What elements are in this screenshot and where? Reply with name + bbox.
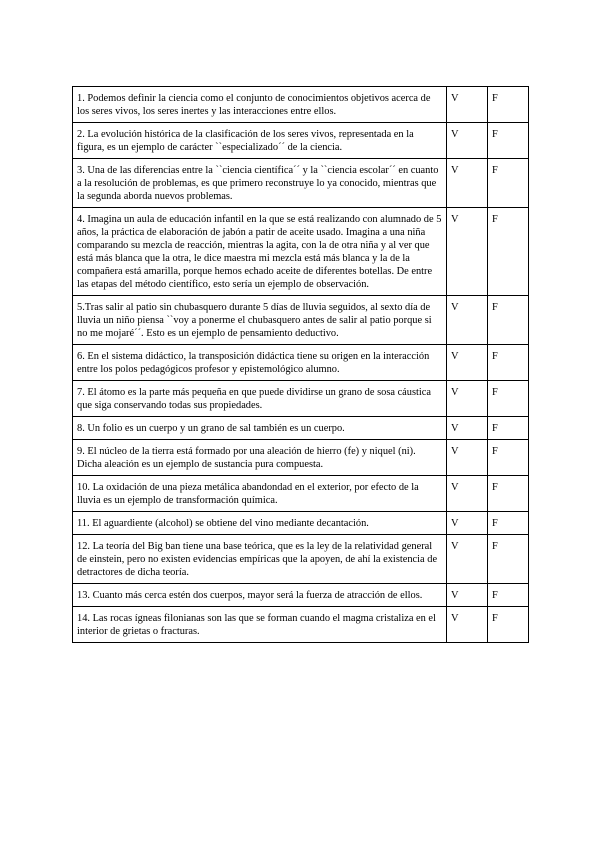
true-option[interactable]: V (447, 440, 488, 476)
true-option[interactable]: V (447, 345, 488, 381)
false-option[interactable]: F (488, 208, 529, 296)
false-option[interactable]: F (488, 584, 529, 607)
question-text: 10. La oxidación de una pieza metálica abandondad en el exterior, por efecto de la lluvia es un ejemplo de transformación química. (73, 476, 447, 512)
false-option[interactable]: F (488, 512, 529, 535)
false-option[interactable]: F (488, 296, 529, 345)
false-option[interactable]: F (488, 440, 529, 476)
false-option[interactable]: F (488, 607, 529, 643)
question-text: 5.Tras salir al patio sin chubasquero durante 5 días de lluvia seguidos, al sexto día de lluvia un niño piensa ``voy a ponerme el chubasquero antes de salir al patio porque si no me mojaré´´. Esto es un ejemplo de pensamiento deductivo. (73, 296, 447, 345)
table-row (73, 535, 529, 584)
table-row (73, 512, 529, 535)
table-body (73, 87, 529, 643)
false-option[interactable]: F (488, 159, 529, 208)
table-row (73, 607, 529, 643)
true-option[interactable]: V (447, 584, 488, 607)
table-row (73, 87, 529, 123)
true-option[interactable]: V (447, 476, 488, 512)
question-text: 12. La teoría del Big ban tiene una base teórica, que es la ley de la relatividad general de einstein, pero no existen evidencias empíricas que la apoyen, de ahí la existencia de detractores de dicha teoría. (73, 535, 447, 584)
false-option[interactable]: F (488, 123, 529, 159)
false-option[interactable]: F (488, 381, 529, 417)
true-option[interactable]: V (447, 607, 488, 643)
table-row (73, 381, 529, 417)
question-text: 2. La evolución histórica de la clasificación de los seres vivos, representada en la figura, es un ejemplo de carácter ``especializado´´ de la ciencia. (73, 123, 447, 159)
table-row (73, 584, 529, 607)
true-option[interactable]: V (447, 296, 488, 345)
question-text: 14. Las rocas ígneas filonianas son las que se forman cuando el magma cristaliza en el interior de grietas o fracturas. (73, 607, 447, 643)
question-text: 8. Un folio es un cuerpo y un grano de sal también es un cuerpo. (73, 417, 447, 440)
question-text: 3. Una de las diferencias entre la ``ciencia científica´´ y la ``ciencia escolar´´ en cuanto a la resolución de problemas, es que primero reconstruye lo ya conocido, mientras que la segunda aborda nuevos problemas. (73, 159, 447, 208)
false-option[interactable]: F (488, 476, 529, 512)
question-text: 1. Podemos definir la ciencia como el conjunto de conocimientos objetivos acerca de los seres vivos, los seres inertes y las interacciones entre ellos. (73, 87, 447, 123)
question-text: 4. Imagina un aula de educación infantil en la que se está realizando con alumnado de 5 años, la práctica de elaboración de jabón a patir de aceite usado. Imagina a una niña comparando su mezcla de reacción, mientras la agita, con la de otra niña y al ver que está más blanca que la otra, le dice maestra mi mezcla está más blanca y la de la compañera está amarilla, porque hemos echado aceite de diferentes botellas. De entre las etapas del método científico, esto sería un ejemplo de observación. (73, 208, 447, 296)
table-row (73, 440, 529, 476)
false-option[interactable]: F (488, 87, 529, 123)
true-option[interactable]: V (447, 87, 488, 123)
table-row (73, 417, 529, 440)
table-row (73, 476, 529, 512)
table-row (73, 159, 529, 208)
question-text: 9. El núcleo de la tierra está formado por una aleación de hierro (fe) y niquel (ni). Dicha aleación es un ejemplo de sustancia pura compuesta. (73, 440, 447, 476)
true-option[interactable]: V (447, 159, 488, 208)
question-text: 13. Cuanto más cerca estén dos cuerpos, mayor será la fuerza de atracción de ellos. (73, 584, 447, 607)
question-text: 7. El átomo es la parte más pequeña en que puede dividirse un grano de sosa cáustica que siga conservando todas sus propiedades. (73, 381, 447, 417)
table-row (73, 123, 529, 159)
question-text: 6. En el sistema didáctico, la transposición didáctica tiene su origen en la interacción entre los polos pedagógicos profesor y epistemológico alumno. (73, 345, 447, 381)
question-text: 11. El aguardiente (alcohol) se obtiene del vino mediante decantación. (73, 512, 447, 535)
false-option[interactable]: F (488, 345, 529, 381)
table-row (73, 345, 529, 381)
true-option[interactable]: V (447, 535, 488, 584)
true-option[interactable]: V (447, 512, 488, 535)
true-option[interactable]: V (447, 381, 488, 417)
true-false-table (72, 86, 529, 643)
true-option[interactable]: V (447, 208, 488, 296)
table-row (73, 296, 529, 345)
false-option[interactable]: F (488, 535, 529, 584)
true-option[interactable]: V (447, 123, 488, 159)
table-row (73, 208, 529, 296)
true-option[interactable]: V (447, 417, 488, 440)
false-option[interactable]: F (488, 417, 529, 440)
